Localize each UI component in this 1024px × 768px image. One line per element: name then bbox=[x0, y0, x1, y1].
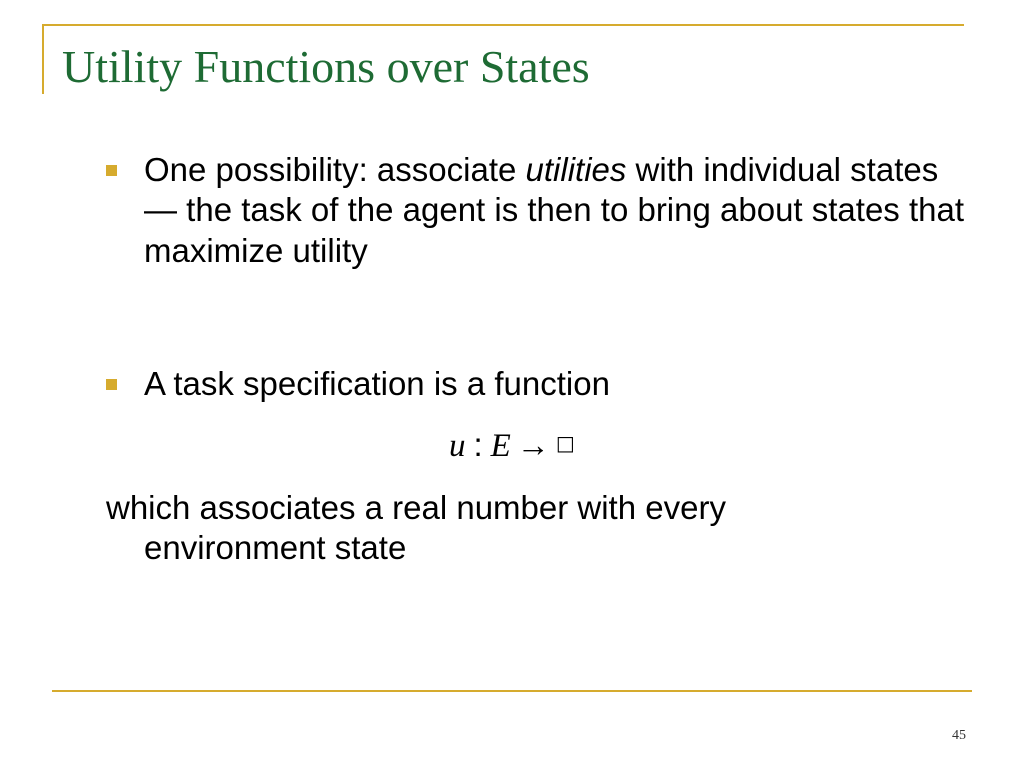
bullet-text-start: One possibility: associate bbox=[144, 151, 526, 188]
emphasis-utilities: utilities bbox=[525, 151, 627, 188]
formula-arrow: → bbox=[516, 428, 550, 464]
bullet-text: A task specification is a function bbox=[144, 365, 610, 402]
explanation-paragraph bbox=[106, 488, 966, 569]
bullet-square-icon bbox=[106, 165, 117, 176]
bullet-square-icon bbox=[106, 379, 117, 390]
bullet-item-utilities bbox=[106, 150, 966, 271]
top-border-line bbox=[42, 24, 964, 26]
bullet-item-task-specification bbox=[106, 364, 966, 404]
page-number: 45 bbox=[952, 728, 966, 743]
formula-domain-symbol: E bbox=[490, 428, 511, 464]
bullet-text bbox=[144, 150, 966, 271]
paragraph-line-1: which associates a real number with every bbox=[106, 489, 726, 526]
bullet-text-end: with individual states — the task of the agent is then to bring about states that maximize utility bbox=[144, 151, 965, 269]
utility-formula bbox=[449, 426, 575, 465]
left-border-line bbox=[42, 24, 44, 94]
paragraph-line-2: environment state bbox=[144, 529, 407, 567]
formula-function-symbol: u bbox=[449, 428, 466, 464]
slide-title: Utility Functions over States bbox=[62, 41, 590, 92]
formula-colon: : bbox=[473, 426, 483, 463]
footer-divider bbox=[52, 690, 972, 692]
formula-codomain-symbol: □ bbox=[555, 431, 575, 455]
